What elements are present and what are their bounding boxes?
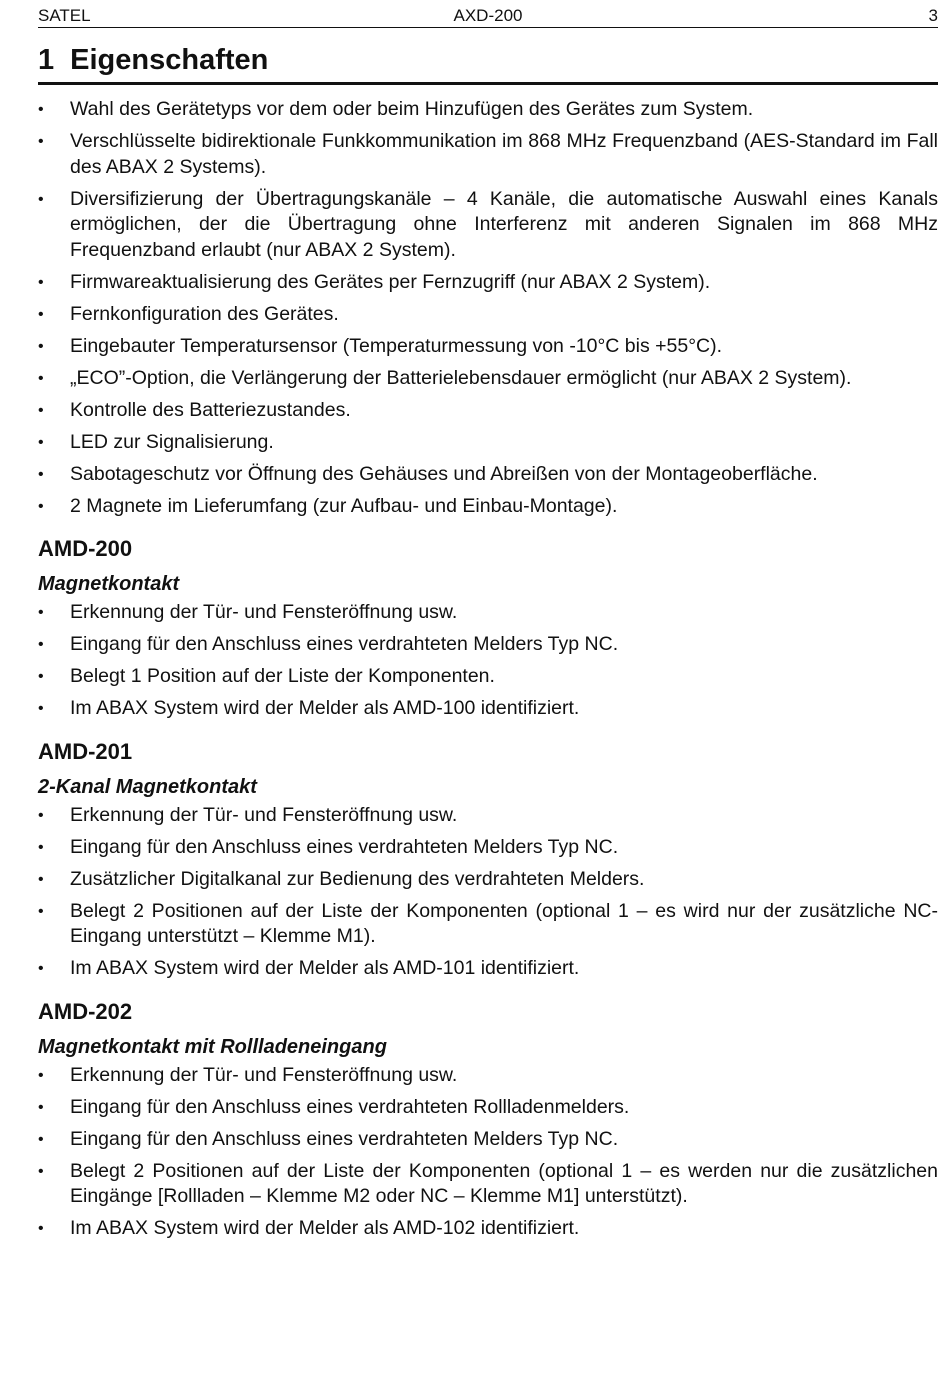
bullet-icon: • [38, 337, 44, 355]
list-item [38, 600, 938, 626]
list-item [38, 1127, 938, 1153]
section-title: Eigenschaften [70, 44, 269, 76]
list-item-text: Eingebauter Temperatursensor (Temperaturmessung von -10°C bis +55°C). [70, 334, 723, 357]
bullet-icon: • [38, 401, 44, 419]
section-heading [38, 44, 938, 85]
list-item [38, 664, 938, 690]
running-header [38, 0, 938, 28]
list-item [38, 1159, 938, 1210]
bullet-icon: • [38, 273, 44, 291]
header-model: AXD-200 [453, 6, 523, 25]
product-name: AMD-200 [38, 536, 133, 561]
bullet-icon: • [38, 1130, 44, 1148]
product-block [38, 534, 938, 722]
features-list [38, 97, 938, 519]
bullet-icon: • [38, 902, 44, 920]
list-item [38, 97, 938, 123]
list-item-text: LED zur Signalisierung. [70, 430, 274, 453]
product-subtitle: Magnetkontakt [38, 573, 180, 595]
list-item [38, 187, 938, 264]
product-feature-list [38, 1063, 938, 1242]
list-item-text: Eingang für den Anschluss eines verdrahteten Melders Typ NC. [70, 633, 619, 655]
bullet-icon: • [38, 369, 44, 387]
product-name: AMD-201 [38, 738, 133, 764]
list-item [38, 1095, 938, 1121]
list-item [38, 334, 938, 360]
list-item-text: Im ABAX System wird der Melder als AMD-100 identifiziert. [70, 697, 580, 719]
product-block [38, 737, 938, 982]
bullet-icon: • [38, 700, 44, 717]
list-item-text: Firmwareaktualisierung des Gerätes per Fernzugriff (nur ABAX 2 System). [70, 270, 711, 293]
page-number: 3 [928, 6, 938, 25]
bullet-icon: • [38, 497, 44, 515]
bullet-icon: • [38, 465, 44, 483]
document-page [38, 0, 938, 1242]
list-item-text: Belegt 2 Positionen auf der Liste der Komponenten (optional 1 – es werden nur die zusätzlichen Eingänge [Rollladen – Klemme M2 oder NC – Klemme M1] unterstützt). [70, 1159, 938, 1207]
bullet-icon: • [38, 1066, 44, 1084]
products-section [38, 534, 938, 1242]
bullet-icon: • [38, 806, 44, 824]
list-item-text: Diversifizierung der Übertragungskanäle – 4 Kanäle, die automatische Auswahl eines Kanals ermöglichen, der die Übertragung ohne Interferenz mit anderen Signalen im 868 MHz Frequenzband erlaubt (nur ABAX 2 System). [70, 187, 938, 261]
product-feature-list [38, 600, 938, 722]
bullet-icon: • [38, 1220, 44, 1237]
list-item [38, 632, 938, 658]
header-brand: SATEL [38, 6, 91, 25]
bullet-icon: • [38, 838, 44, 856]
list-item [38, 270, 938, 296]
bullet-icon: • [38, 433, 44, 451]
list-item-text: Belegt 1 Position auf der Liste der Komponenten. [70, 665, 495, 687]
bullet-icon: • [38, 133, 44, 150]
list-item-text: Kontrolle des Batteriezustandes. [70, 398, 351, 421]
bullet-icon: • [38, 668, 44, 685]
list-item-text: Erkennung der Tür- und Fensteröffnung usw. [70, 1063, 458, 1086]
list-item-text: Verschlüsselte bidirektionale Funkkommunikation im 868 MHz Frequenzband (AES-Standard im Fall des ABAX 2 Systems). [70, 130, 938, 178]
list-item [38, 430, 938, 456]
list-item-text: Eingang für den Anschluss eines verdrahteten Melders Typ NC. [70, 1127, 619, 1150]
product-subtitle: Magnetkontakt mit Rollladeneingang [38, 1035, 387, 1058]
list-item [38, 494, 938, 520]
list-item-text: Belegt 2 Positionen auf der Liste der Komponenten (optional 1 – es wird nur der zusätzliche NC-Eingang unterstützt – Klemme M1). [70, 899, 938, 947]
product-block [38, 997, 938, 1242]
list-item [38, 1063, 938, 1089]
bullet-icon: • [38, 870, 44, 888]
list-item [38, 956, 938, 982]
list-item [38, 462, 938, 488]
bullet-icon: • [38, 1098, 44, 1116]
product-subtitle: 2-Kanal Magnetkontakt [38, 775, 257, 798]
product-feature-list [38, 803, 938, 982]
list-item-text: Eingang für den Anschluss eines verdrahteten Rollladenmelders. [70, 1095, 630, 1118]
section-number: 1 [38, 44, 55, 76]
list-item [38, 129, 938, 180]
list-item [38, 696, 938, 722]
list-item-text: Fernkonfiguration des Gerätes. [70, 302, 339, 325]
list-item-text: Zusätzlicher Digitalkanal zur Bedienung des verdrahteten Melders. [70, 867, 645, 890]
bullet-icon: • [38, 1162, 44, 1180]
list-item-text: Eingang für den Anschluss eines verdrahteten Melders Typ NC. [70, 835, 619, 858]
bullet-icon: • [38, 101, 44, 118]
list-item [38, 398, 938, 424]
list-item-text: Erkennung der Tür- und Fensteröffnung usw. [70, 803, 458, 826]
bullet-icon: • [38, 604, 44, 621]
bullet-icon: • [38, 305, 44, 323]
list-item-text: Im ABAX System wird der Melder als AMD-102 identifiziert. [70, 1217, 580, 1239]
bullet-icon: • [38, 636, 44, 653]
bullet-icon: • [38, 960, 44, 977]
list-item-text: Wahl des Gerätetyps vor dem oder beim Hinzufügen des Gerätes zum System. [70, 98, 754, 120]
list-item [38, 366, 938, 392]
list-item [38, 1216, 938, 1242]
list-item [38, 867, 938, 893]
bullet-icon: • [38, 190, 44, 208]
list-item-text: 2 Magnete im Lieferumfang (zur Aufbau- und Einbau-Montage). [70, 494, 618, 517]
list-item [38, 302, 938, 328]
list-item [38, 803, 938, 829]
list-item-text: „ECO”-Option, die Verlängerung der Batterielebensdauer ermöglicht (nur ABAX 2 System). [70, 366, 852, 389]
list-item-text: Im ABAX System wird der Melder als AMD-101 identifiziert. [70, 957, 580, 979]
list-item [38, 899, 938, 950]
product-name: AMD-202 [38, 998, 133, 1024]
list-item-text: Erkennung der Tür- und Fensteröffnung usw. [70, 601, 458, 623]
list-item [38, 835, 938, 861]
list-item-text: Sabotageschutz vor Öffnung des Gehäuses und Abreißen von der Montageoberfläche. [70, 462, 818, 485]
